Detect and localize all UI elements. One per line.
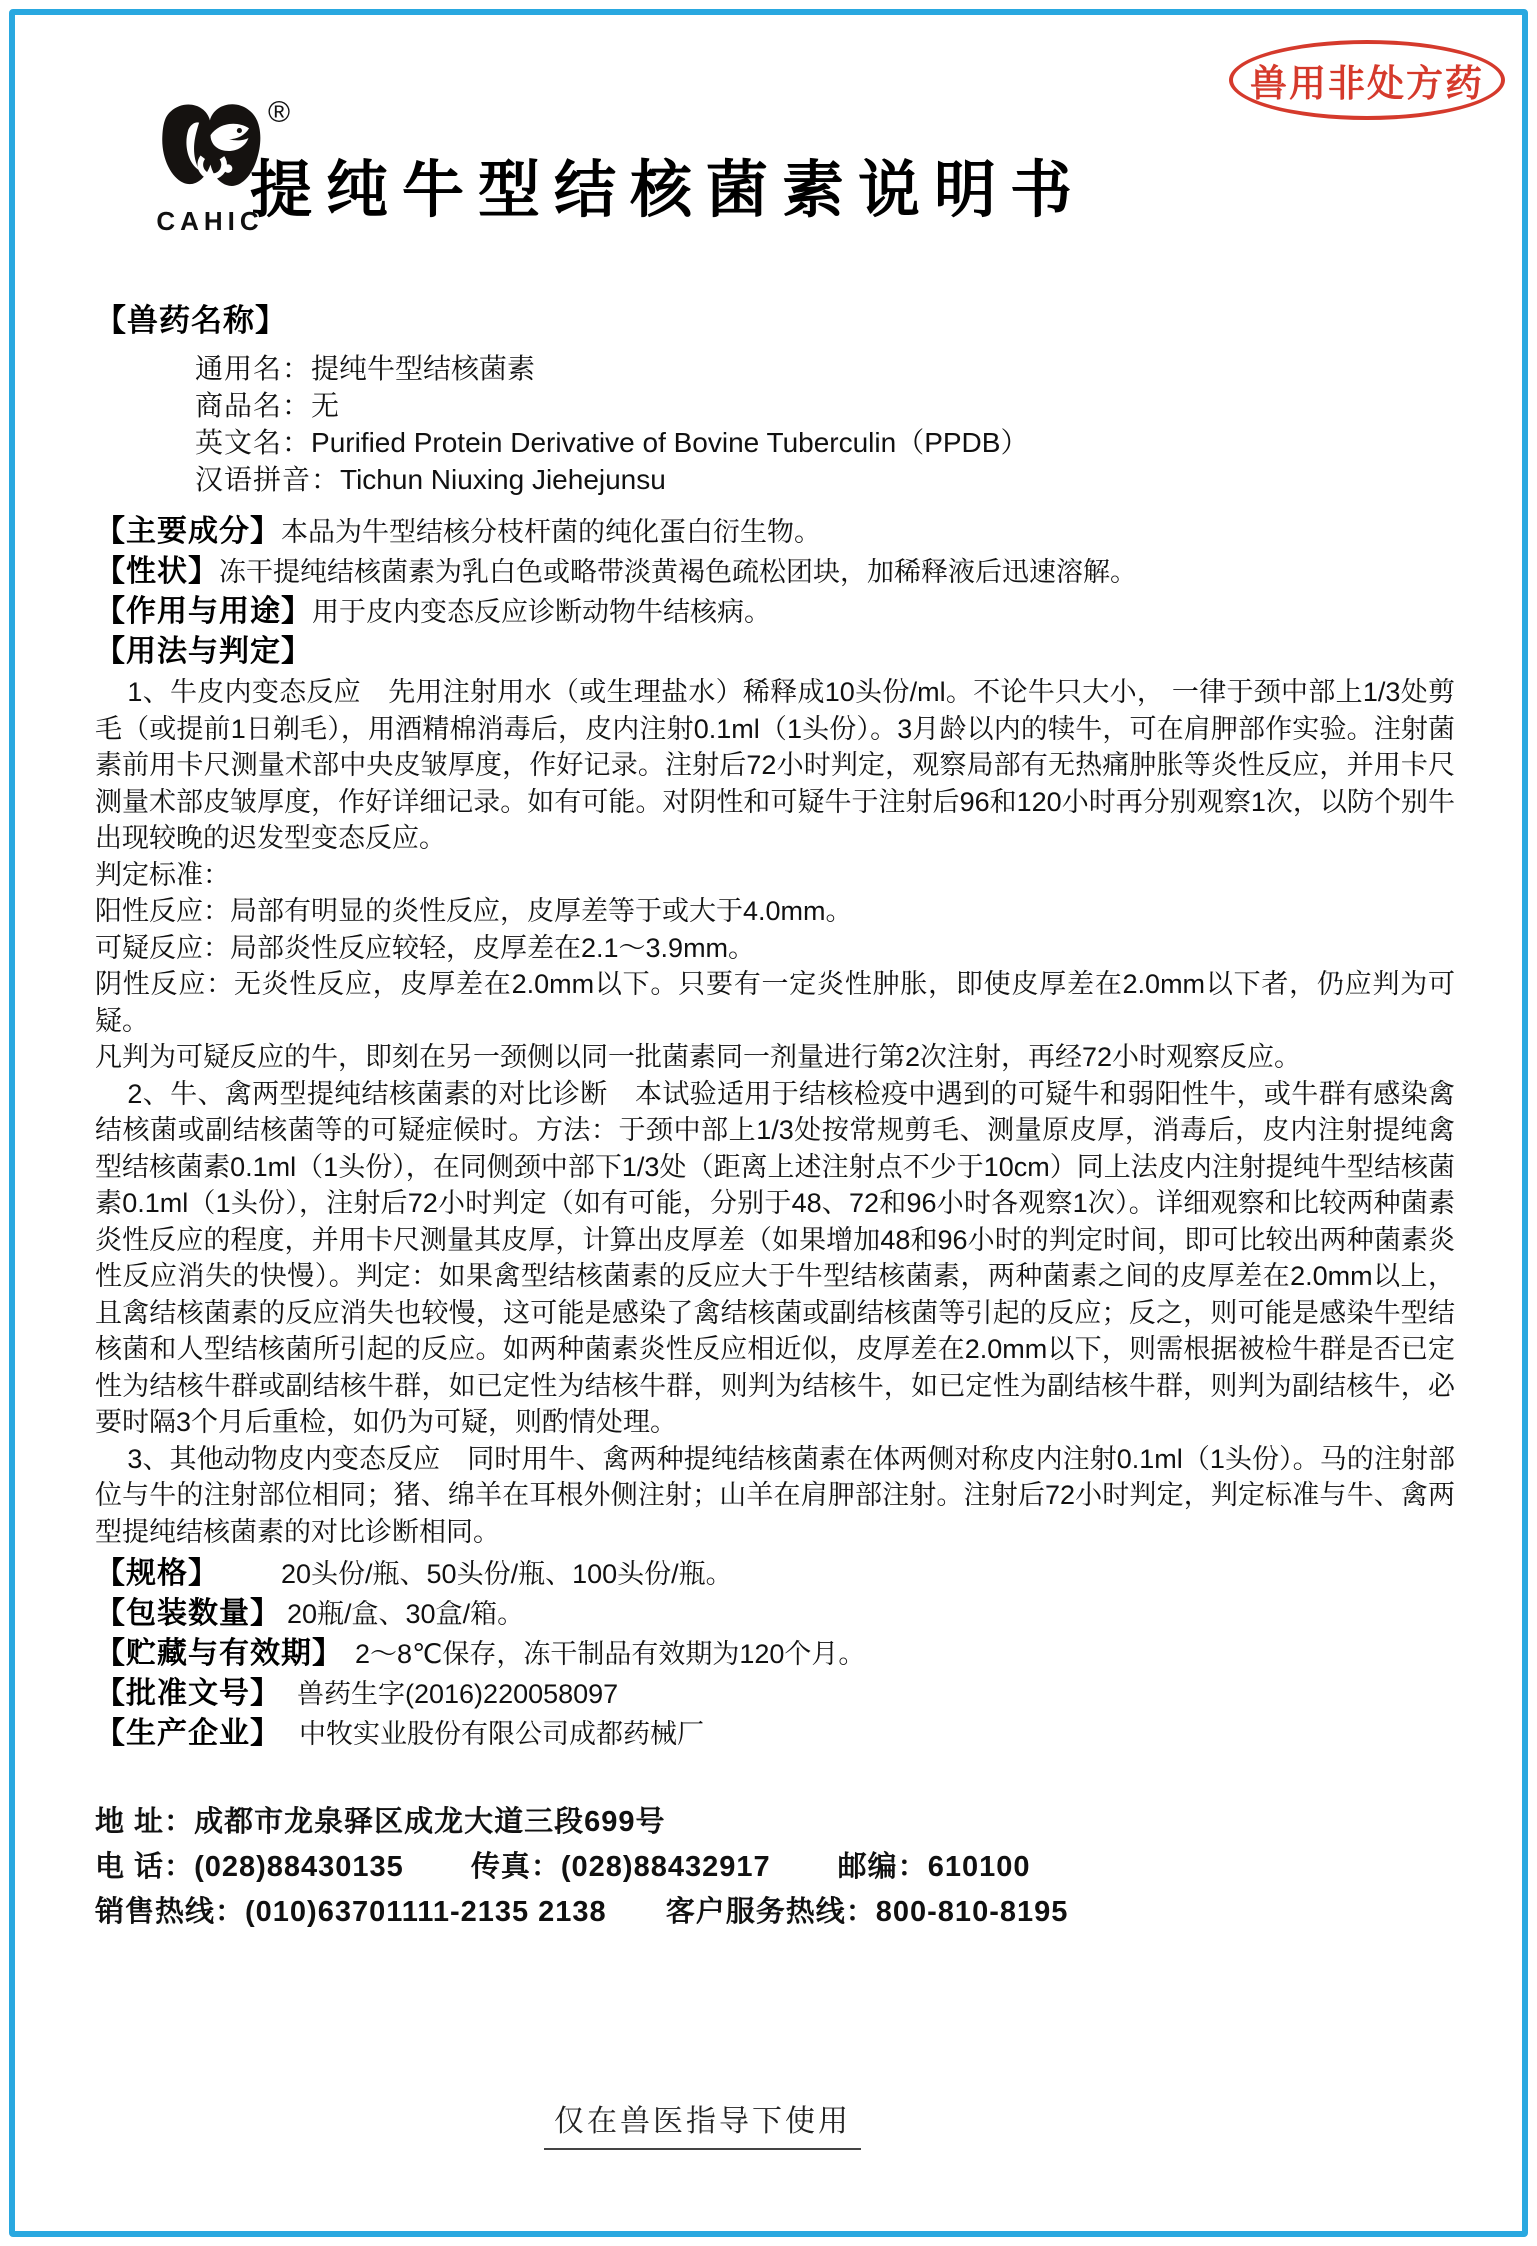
english-name-row: [195, 424, 1455, 461]
address-value: 成都市龙泉驿区成龙大道三段699号: [194, 1806, 666, 1838]
generic-name-value: 提纯牛型结核菌素: [311, 353, 536, 384]
description-section: [95, 552, 1455, 592]
approval-number-heading: 【批准文号】: [95, 1677, 281, 1710]
service-hotline-label: 客户服务热线：: [665, 1896, 876, 1928]
product-details: [95, 1554, 1455, 1754]
storage-text: 2～8℃保存，冻干制品有效期为120个月。: [355, 1639, 866, 1669]
registered-trademark-icon: ®: [268, 96, 291, 129]
usage-section: [95, 674, 1455, 1550]
phone-fax-zip-row: [95, 1845, 1455, 1890]
main-ingredient-heading: 【主要成分】: [95, 515, 281, 548]
manufacturer-heading: 【生产企业】: [95, 1717, 281, 1750]
drug-name-section: [95, 295, 1455, 498]
description-heading: 【性状】: [95, 555, 219, 588]
zip-value: 610100: [927, 1851, 1031, 1883]
generic-name-label: 通用名：: [195, 353, 312, 384]
storage-heading: 【贮藏与有效期】: [95, 1637, 343, 1670]
page-title: 提纯牛型结核菌素说明书: [250, 156, 1087, 225]
manufacturer-row: [95, 1714, 1455, 1754]
cahic-logo-text: CAHIC: [156, 206, 264, 236]
approval-number-text: 兽药生字(2016)220058097: [297, 1679, 619, 1709]
approval-number-row: [95, 1674, 1455, 1714]
phone-value: (028)88430135: [194, 1851, 404, 1883]
address-label: 地 址：: [95, 1806, 195, 1838]
header: [0, 0, 1537, 255]
generic-name-row: [195, 350, 1455, 387]
description-text: 冻干提纯结核菌素为乳白色或略带淡黄褐色疏松团块，加稀释液后迅速溶解。: [219, 557, 1137, 587]
hotline-row: [95, 1890, 1455, 1935]
criteria-negative: 阴性反应：无炎性反应，皮厚差在2.0mm以下。只要有一定炎性肿胀，即使皮厚差在2.0mm以下者，仍应判为可疑。: [95, 969, 1455, 1036]
indications-heading: 【作用与用途】: [95, 595, 312, 628]
english-name-value: Purified Protein Derivative of Bovine Tuberculin（PPDB）: [311, 427, 1029, 458]
main-ingredient-section: [95, 512, 1455, 552]
specification-heading: 【规格】: [95, 1557, 219, 1590]
service-hotline-value: 800-810-8195: [875, 1896, 1069, 1928]
main-ingredient-text: 本品为牛型结核分枝杆菌的纯化蛋白衍生物。: [281, 517, 821, 547]
sales-hotline-value: (010)63701111-2135 2138: [245, 1896, 607, 1928]
usage-section-heading-row: [95, 632, 1455, 672]
footer: [0, 2096, 1537, 2150]
criteria-title: 判定标准：: [95, 859, 230, 890]
packaging-heading: 【包装数量】: [95, 1597, 281, 1630]
fax-label: 传真：: [470, 1851, 561, 1883]
storage-row: [95, 1634, 1455, 1674]
otc-badge: [1229, 40, 1505, 120]
pinyin-name-row: [195, 461, 1455, 498]
trade-name-label: 商品名：: [195, 390, 312, 421]
indications-text: 用于皮内变态反应诊断动物牛结核病。: [312, 597, 771, 627]
usage-heading: 【用法与判定】: [95, 635, 312, 668]
packaging-text: 20瓶/盒、30盒/箱。: [287, 1599, 525, 1629]
criteria-positive: 阳性反应：局部有明显的炎性反应，皮厚差等于或大于4.0mm。: [95, 896, 853, 926]
pinyin-name-label: 汉语拼音：: [195, 464, 341, 495]
usage-paragraph-1: 1、牛皮内变态反应 先用注射用水（或生理盐水）稀释成10头份/ml。不论牛只大小， 一律于颈中部上1/3处剪毛（或提前1日剃毛），用酒精棉消毒后，皮内注射0.1ml（1头份）。3月龄以内的犊牛，可在肩胛部作实验。注射菌素前用卡尺测量术部中央皮皱厚度，作好记录。注射后72小时判定，观察局部有无热痛肿胀等炎性反应，并用卡尺测量术部皮皱厚度，作好详细记录。如有可能。对阴性和可疑牛于注射后96和120小时再分别观察1次，以防个别牛出现较晚的迟发型变态反应。: [95, 677, 1455, 853]
trade-name-value: 无: [311, 390, 340, 421]
criteria-retest: 凡判为可疑反应的牛，即刻在另一颈侧以同一批菌素同一剂量进行第2次注射，再经72小时观察反应。: [95, 1042, 1302, 1072]
usage-paragraph-3: 3、其他动物皮内变态反应 同时用牛、禽两种提纯结核菌素在体两侧对称皮内注射0.1ml（1头份）。马的注射部位与牛的注射部位相同；猪、绵羊在耳根外侧注射；山羊在肩胛部注射。注射后72小时判定，判定标准与牛、禽两型提纯结核菌素的对比诊断相同。: [95, 1443, 1455, 1547]
otc-badge-label: 兽用非处方药: [1250, 63, 1484, 104]
criteria-suspect: 可疑反应：局部炎性反应较轻，皮厚差在2.1～3.9mm。: [95, 932, 756, 963]
usage-paragraph-2: 2、牛、禽两型提纯结核菌素的对比诊断 本试验适用于结核检疫中遇到的可疑牛和弱阳性牛，或牛群有感染禽结核菌或副结核菌等的可疑症候时。方法：于颈中部上1/3处按常规剪毛、测量原皮厚，消毒后，皮内注射提纯禽型结核菌素0.1ml（1头份），在同侧颈中部下1/3处（距离上述注射点不少于10cm）同上法皮内注射提纯牛型结核菌素0.1ml（1头份），注射后72小时判定（如有可能，分别于48、72和96小时各观察1次）。详细观察和比较两种菌素炎性反应的程度，并用卡尺测量其皮厚，计算出皮厚差（如果增加48和96小时的判定时间，即可比较出两种菌素炎性反应消失的快慢）。判定：如果禽型结核菌素的反应大于牛型结核菌素，两种菌素之间的皮厚差在2.0mm以上，且禽结核菌素的反应消失也较慢，这可能是感染了禽结核菌或副结核菌等引起的反应；反之，则可能是感染牛型结核菌和人型结核菌所引起的反应。如两种菌素炎性反应相近似，皮厚差在2.0mm以下，则需根据被检牛群是否已定性为结核牛群或副结核牛群，如已定性为结核牛群，则判为结核牛，如已定性为副结核牛群，则判为副结核牛，必要时隔3个月后重检，如仍为可疑，则酌情处理。: [95, 1078, 1455, 1437]
pinyin-name-value: Tichun Niuxing Jiehejunsu: [340, 464, 666, 495]
specification-text: 20头份/瓶、50头份/瓶、100头份/瓶。: [281, 1559, 733, 1589]
leaflet-body: [0, 255, 1537, 1935]
manufacturer-text: 中牧实业股份有限公司成都药械厂: [299, 1719, 704, 1749]
specification-row: [95, 1554, 1455, 1594]
english-name-label: 英文名：: [195, 427, 312, 458]
contact-block: [95, 1800, 1455, 1935]
trade-name-row: [195, 387, 1455, 424]
vet-guidance-note: 仅在兽医指导下使用: [544, 2096, 861, 2150]
sales-hotline-label: 销售热线：: [95, 1896, 246, 1928]
address-row: [95, 1800, 1455, 1845]
drug-name-list: [95, 350, 1455, 498]
indications-section: [95, 592, 1455, 632]
zip-label: 邮编：: [837, 1851, 928, 1883]
packaging-row: [95, 1594, 1455, 1634]
drug-name-heading: 【兽药名称】: [95, 303, 287, 338]
fax-value: (028)88432917: [560, 1851, 771, 1883]
phone-label: 电 话：: [95, 1851, 195, 1883]
